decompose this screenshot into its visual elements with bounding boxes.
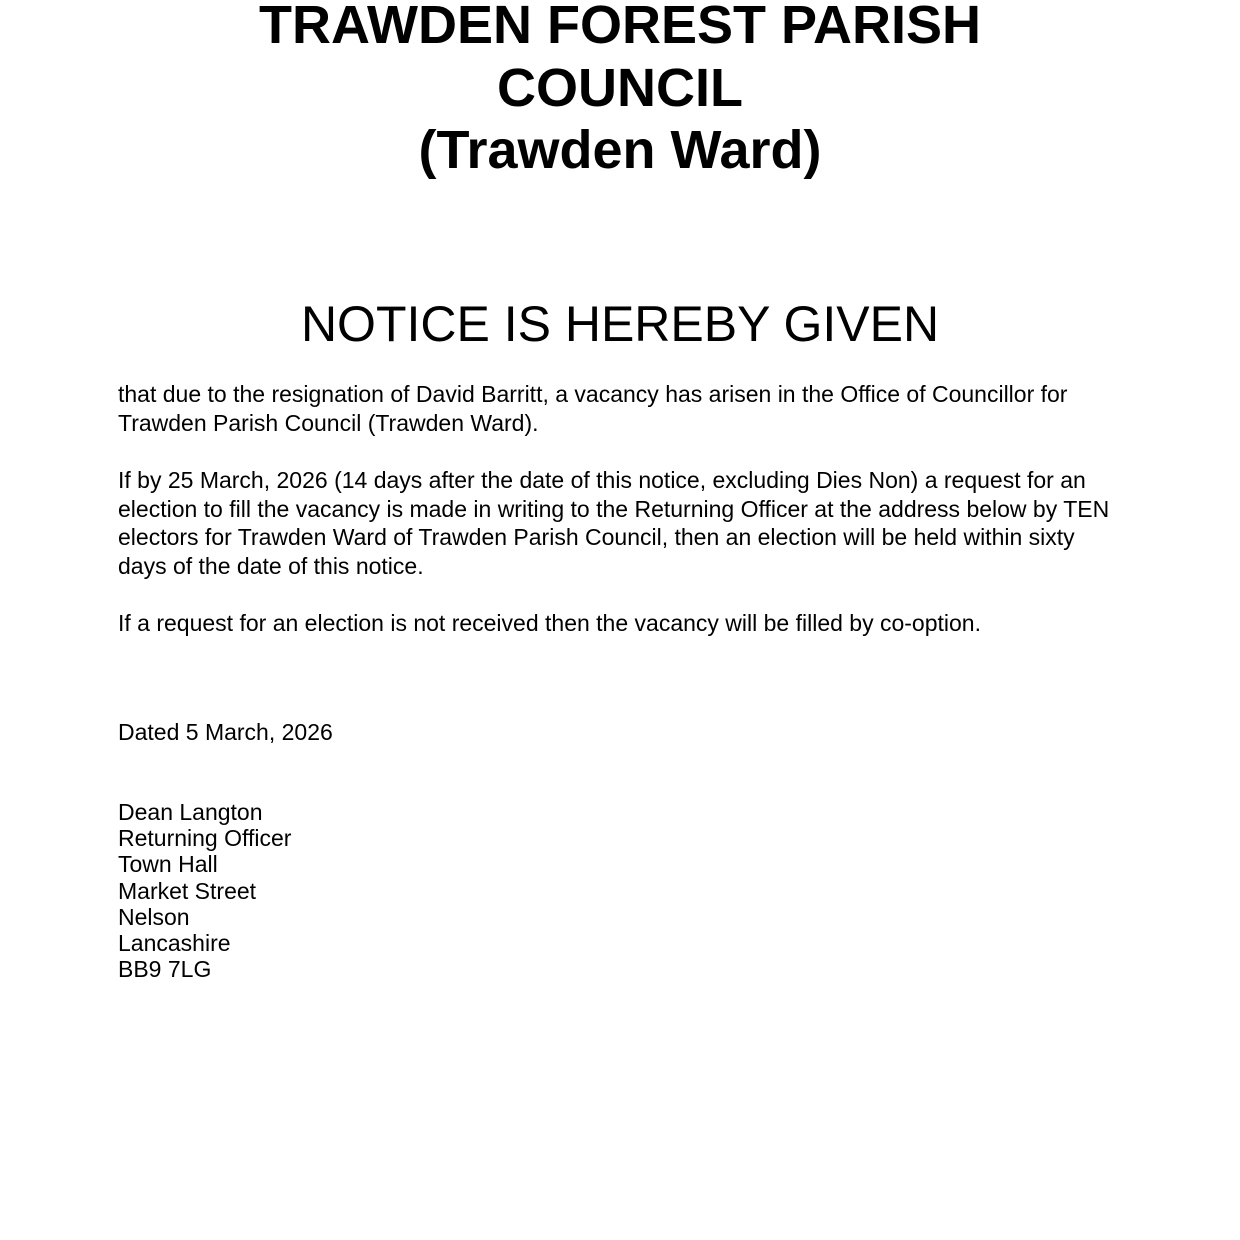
election-request-paragraph: If by 25 March, 2026 (14 days after the date of this notice, excluding Dies Non) a request for an election to fill the vacancy is made in writing to the Returning Officer at the address below by TEN electors for Trawden Ward of Trawden Parish Council, then an election will be held within sixty days of the date of this notice. bbox=[118, 467, 1110, 579]
council-name-line-1: TRAWDEN FOREST PARISH bbox=[258, 0, 981, 55]
signatory-title: Returning Officer bbox=[118, 825, 292, 852]
signatory-name: Dean Langton bbox=[118, 799, 263, 825]
notice-title: NOTICE IS HEREBY GIVEN bbox=[300, 296, 940, 352]
address-line: Market Street bbox=[118, 877, 257, 904]
dated-line: Dated 5 March, 2026 bbox=[118, 719, 333, 745]
address-line: Nelson bbox=[118, 903, 190, 930]
co-option-paragraph: If a request for an election is not received then the vacancy will be filled by co-option. bbox=[118, 610, 981, 636]
vacancy-paragraph: that due to the resignation of David Barritt, a vacancy has arisen in the Office of Councillor for Trawden Parish Council (Trawden Ward). bbox=[118, 381, 1068, 436]
signatory-block bbox=[118, 799, 718, 982]
ward-name: (Trawden Ward) bbox=[418, 120, 822, 180]
address-line: Lancashire bbox=[118, 930, 231, 957]
council-name-line-2: COUNCIL bbox=[497, 58, 743, 118]
address-line: Town Hall bbox=[118, 851, 218, 878]
address-postcode: BB9 7LG bbox=[118, 956, 212, 983]
